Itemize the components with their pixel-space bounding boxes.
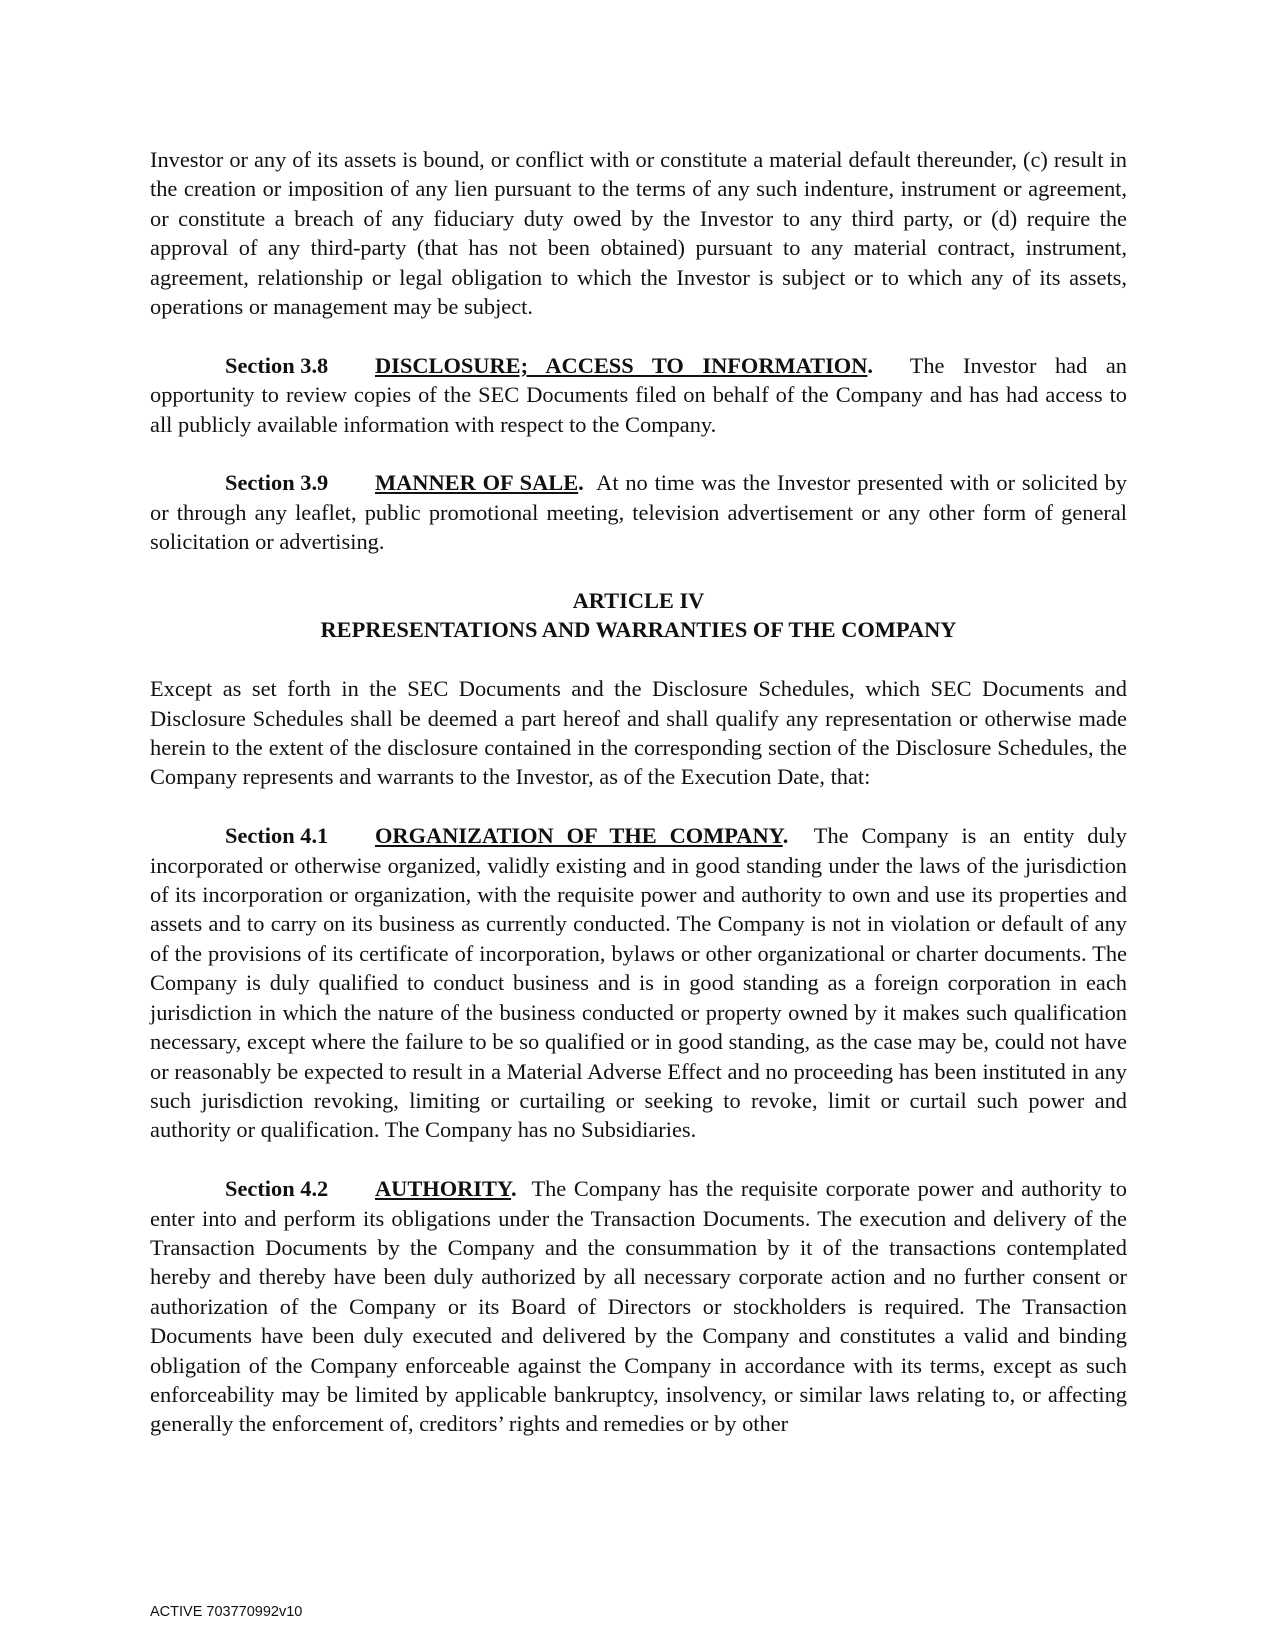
section-body: The Company is an entity duly incorporated or otherwise organized, validly existing and in good standing under the laws of the jurisdiction of its incorporation or organization, with the requisite power and authority to own and use its properties and assets and to carry on its business as currently conducted. The Company is not in violation or default of any of the provisions of its certificate of incorporation, bylaws or other organizational or charter documents. The Company is duly qualified to conduct business and is in good standing as a foreign corporation in each jurisdiction in which the nature of the business conducted or property owned by it makes such qualification necessary, except where the failure to be so qualified or in good standing, as the case may be, could not have or reasonably be expected to result in a Material Adverse Effect and no proceeding has been instituted in any such jurisdiction revoking, limiting or curtailing or seeking to revoke, limit or curtail such power and authority or qualification. The Company has no Subsidiaries. bbox=[150, 823, 1127, 1143]
article-number: ARTICLE IV bbox=[572, 588, 705, 614]
section-title: AUTHORITY bbox=[375, 1176, 512, 1202]
section-number: Section 4.2 bbox=[225, 1176, 329, 1202]
continuation-paragraph: Investor or any of its assets is bound, or conflict with or constitute a material default thereunder, (c) result in the creation or imposition of any lien pursuant to the terms of any such indenture, instrument or agreement, or constitute a breach of any fiduciary duty owed by the Investor to any third party, or (d) require the approval of any third-party (that has not been obtained) pursuant to any material contract, instrument, agreement, relationship or legal obligation to which the Investor is subject or to which any of its assets, operations or management may be subject. bbox=[150, 147, 1127, 320]
document-id-footer: ACTIVE 703770992v10 bbox=[150, 1604, 303, 1620]
article-intro: Except as set forth in the SEC Documents and the Disclosure Schedules, which SEC Documents and Disclosure Schedules shall be deemed a part hereof and shall qualify any representation or otherwise made herein to the extent of the disclosure contained in the corresponding section of the Disclosure Schedules, the Company represents and warrants to the Investor, as of the Execution Date, that: bbox=[150, 676, 1127, 790]
section-body: The Company has the requisite corporate power and authority to enter into and perform its obligations under the Transaction Documents. The execution and delivery of the Transaction Documents by the Company and the consummation by it of the transactions contemplated hereby and thereby have been duly authorized by all necessary corporate action and no further consent or authorization of the Company or its Board of Directors or stockholders is required. The Transaction Documents have been duly executed and delivered by the Company and constitutes a valid and binding obligation of the Company enforceable against the Company in accordance with its terms, except as such enforceability may be limited by applicable bankruptcy, insolvency, or similar laws relating to, or affecting generally the enforcement of, creditors’ rights and remedies or by other bbox=[150, 1176, 1127, 1437]
section-title: ORGANIZATION OF THE COMPANY bbox=[375, 823, 783, 849]
section-number: Section 4.1 bbox=[225, 823, 329, 849]
document-page bbox=[150, 145, 1127, 1468]
section-title: DISCLOSURE; ACCESS TO INFORMATION bbox=[375, 352, 868, 378]
section-3-9: Section 3.9 MANNER OF SALE. At no time was the Investor presented with or solicited by or through any leaflet, public promotional meeting, television advertisement or any other form of general solicitation or advertising. bbox=[150, 470, 1127, 555]
section-4-1: Section 4.1 ORGANIZATION OF THE COMPANY. The Company is an entity duly incorporated or otherwise organized, validly existing and in good standing under the laws of the jurisdiction of its incorporation or organization, with the requisite power and authority to own and use its properties and assets and to carry on its business as currently conducted. The Company is not in violation or default of any of the provisions of its certificate of incorporation, bylaws or other organizational or charter documents. The Company is duly qualified to conduct business and is in good standing as a foreign corporation in each jurisdiction in which the nature of the business conducted or property owned by it makes such qualification necessary, except where the failure to be so qualified or in good standing, as the case may be, could not have or reasonably be expected to result in a Material Adverse Effect and no proceeding has been instituted in any such jurisdiction revoking, limiting or curtailing or seeking to revoke, limit or curtail such power and authority or qualification. The Company has no Subsidiaries. bbox=[150, 823, 1127, 1143]
section-body: The Investor had an opportunity to review copies of the SEC Documents filed on behalf of the Company and has had access to all publicly available information with respect to the Company. bbox=[150, 352, 1127, 437]
section-body: At no time was the Investor presented with or solicited by or through any leaflet, public promotional meeting, television advertisement or any other form of general solicitation or advertising. bbox=[150, 470, 1127, 555]
section-4-2: Section 4.2 AUTHORITY. The Company has the requisite corporate power and authority to enter into and perform its obligations under the Transaction Documents. The execution and delivery of the Transaction Documents by the Company and the consummation by it of the transactions contemplated hereby and thereby have been duly authorized by all necessary corporate action and no further consent or authorization of the Company or its Board of Directors or stockholders is required. The Transaction Documents have been duly executed and delivered by the Company and constitutes a valid and binding obligation of the Company enforceable against the Company in accordance with its terms, except as such enforceability may be limited by applicable bankruptcy, insolvency, or similar laws relating to, or affecting generally the enforcement of, creditors’ rights and remedies or by other bbox=[150, 1176, 1127, 1437]
section-number: Section 3.9 bbox=[225, 470, 329, 496]
section-number: Section 3.8 bbox=[225, 352, 329, 378]
section-title: MANNER OF SALE bbox=[375, 470, 579, 496]
section-3-8: Section 3.8 DISCLOSURE; ACCESS TO INFORMATION. The Investor had an opportunity to review copies of the SEC Documents filed on behalf of the Company and has had access to all publicly available information with respect to the Company. bbox=[150, 352, 1127, 437]
article-title: REPRESENTATIONS AND WARRANTIES OF THE COMPANY bbox=[320, 617, 957, 643]
article-heading bbox=[150, 586, 1127, 645]
